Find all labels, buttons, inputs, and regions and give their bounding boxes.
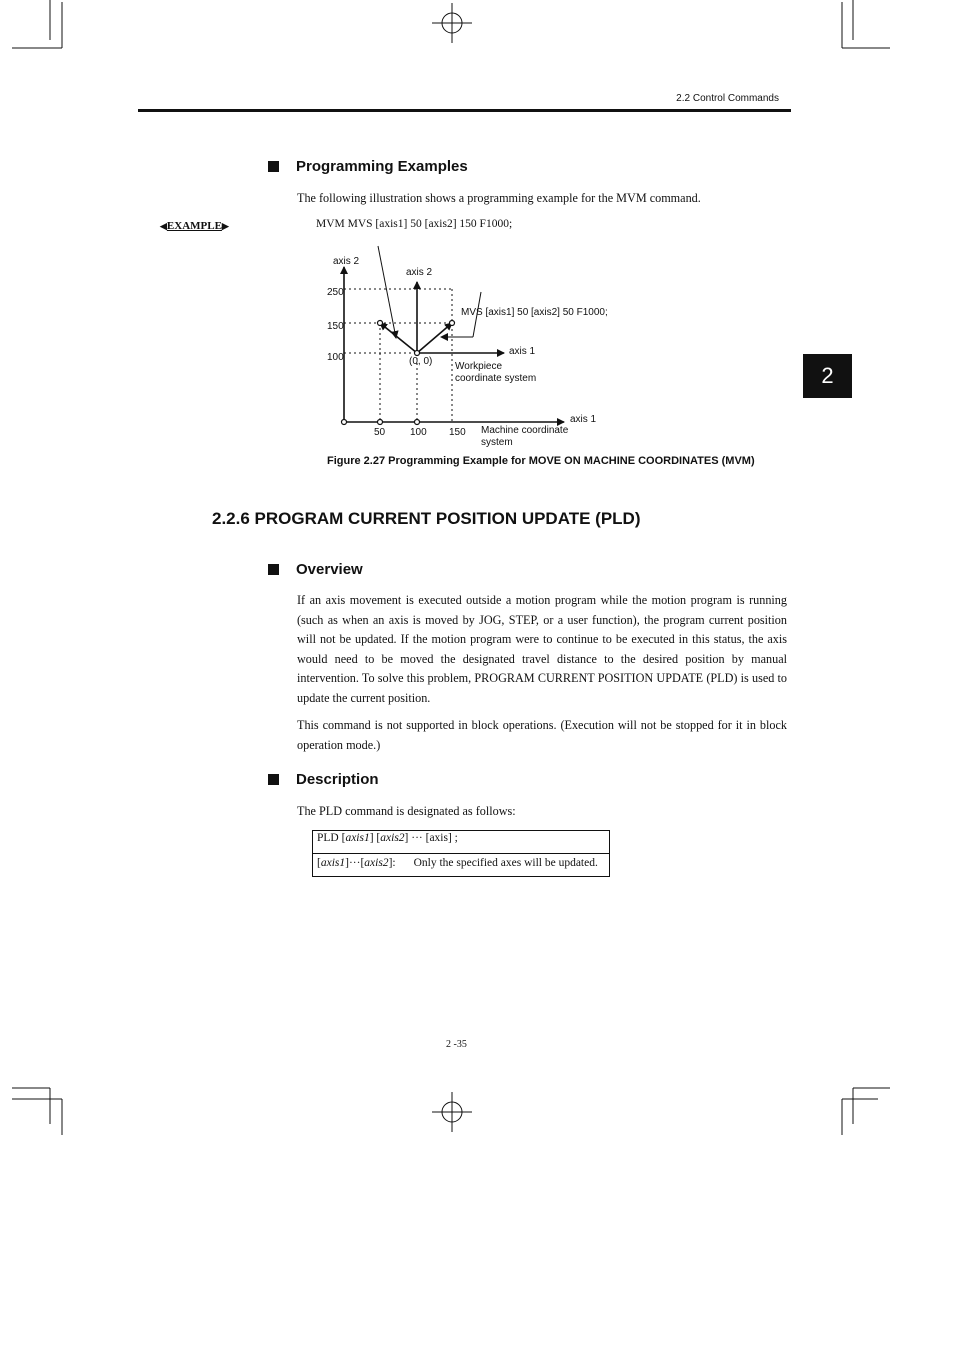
workpiece-label: Workpiece xyxy=(455,361,503,372)
running-header: 2.2 Control Commands xyxy=(676,93,779,104)
work-axis1-label: axis 1 xyxy=(509,346,536,357)
point-marker xyxy=(450,321,455,326)
intro-text: The following illustration shows a programming example for the MVM command. xyxy=(297,191,701,205)
point-marker xyxy=(342,420,347,425)
syntax-line: PLD [axis1] [axis2] ··· [axis] ; xyxy=(313,831,609,854)
square-bullet-icon xyxy=(268,774,279,785)
syntax-box xyxy=(312,830,610,877)
machine-axis1-label: axis 1 xyxy=(570,414,597,425)
y-tick-label: 150 xyxy=(327,321,344,332)
page-number: 2 -35 xyxy=(446,1039,467,1050)
heading-description: Description xyxy=(268,771,379,788)
y-tick-label: 250 xyxy=(327,287,344,298)
right-triangle-icon: ▶ xyxy=(221,220,229,231)
point-marker xyxy=(378,321,383,326)
motion-arrows xyxy=(380,323,452,353)
left-triangle-icon: ◀ xyxy=(160,220,167,231)
heading-overview: Overview xyxy=(268,561,363,578)
x-tick-label: 100 xyxy=(410,427,427,438)
workpiece-label: coordinate system xyxy=(455,373,537,384)
pointer-lines xyxy=(378,246,481,338)
dotted-guides xyxy=(344,289,452,422)
x-tick-label: 50 xyxy=(374,427,386,438)
machine-system-label: Machine coordinate xyxy=(481,425,569,436)
section-title: 2.2.6 PROGRAM CURRENT POSITION UPDATE (PLD) xyxy=(212,509,641,528)
point-marker xyxy=(415,420,420,425)
overview-paragraph: This command is not supported in block operations. (Execution will not be stopped for it in block operation mode.) xyxy=(297,718,787,752)
point-marker xyxy=(415,351,420,356)
mvs-annotation: MVS [axis1] 50 [axis2] 50 F1000; xyxy=(461,307,608,318)
x-tick-label: 150 xyxy=(449,427,466,438)
example-tag: ◀ EXAMPLE ▶ xyxy=(160,220,229,232)
point-marker xyxy=(378,420,383,425)
square-bullet-icon xyxy=(268,564,279,575)
work-axis2-label: axis 2 xyxy=(406,267,433,278)
overview-paragraph: If an axis movement is executed outside a motion program while the motion program is running (such as when an axis is moved by JOG, STEP, or a user function), the program current position will not be updated. If the motion program were to continue to be executed in this status, the axis would need to be moved the designated travel distance to the desired position by manual intervention. To solve this problem, PROGRAM CURRENT POSITION UPDATE (PLD) is used to update the current position. xyxy=(297,593,787,705)
example-code: MVM MVS [axis1] 50 [axis2] 150 F1000; xyxy=(316,218,513,230)
machine-coordinate-axes xyxy=(344,267,564,422)
machine-axis2-label: axis 2 xyxy=(333,256,360,267)
description-intro: The PLD command is designated as follows: xyxy=(297,804,516,818)
heading-programming-examples: Programming Examples xyxy=(268,158,468,175)
y-tick-label: 100 xyxy=(327,352,344,363)
figure-caption: Figure 2.27 Programming Example for MOVE ON MACHINE COORDINATES (MVM) xyxy=(327,455,755,467)
parameter-line: [axis1]···[axis2]: Only the specified axes will be updated. xyxy=(317,857,598,869)
machine-system-label: system xyxy=(481,437,513,448)
origin-label: (0, 0) xyxy=(409,356,433,367)
chapter-tab: 2 xyxy=(803,354,852,398)
